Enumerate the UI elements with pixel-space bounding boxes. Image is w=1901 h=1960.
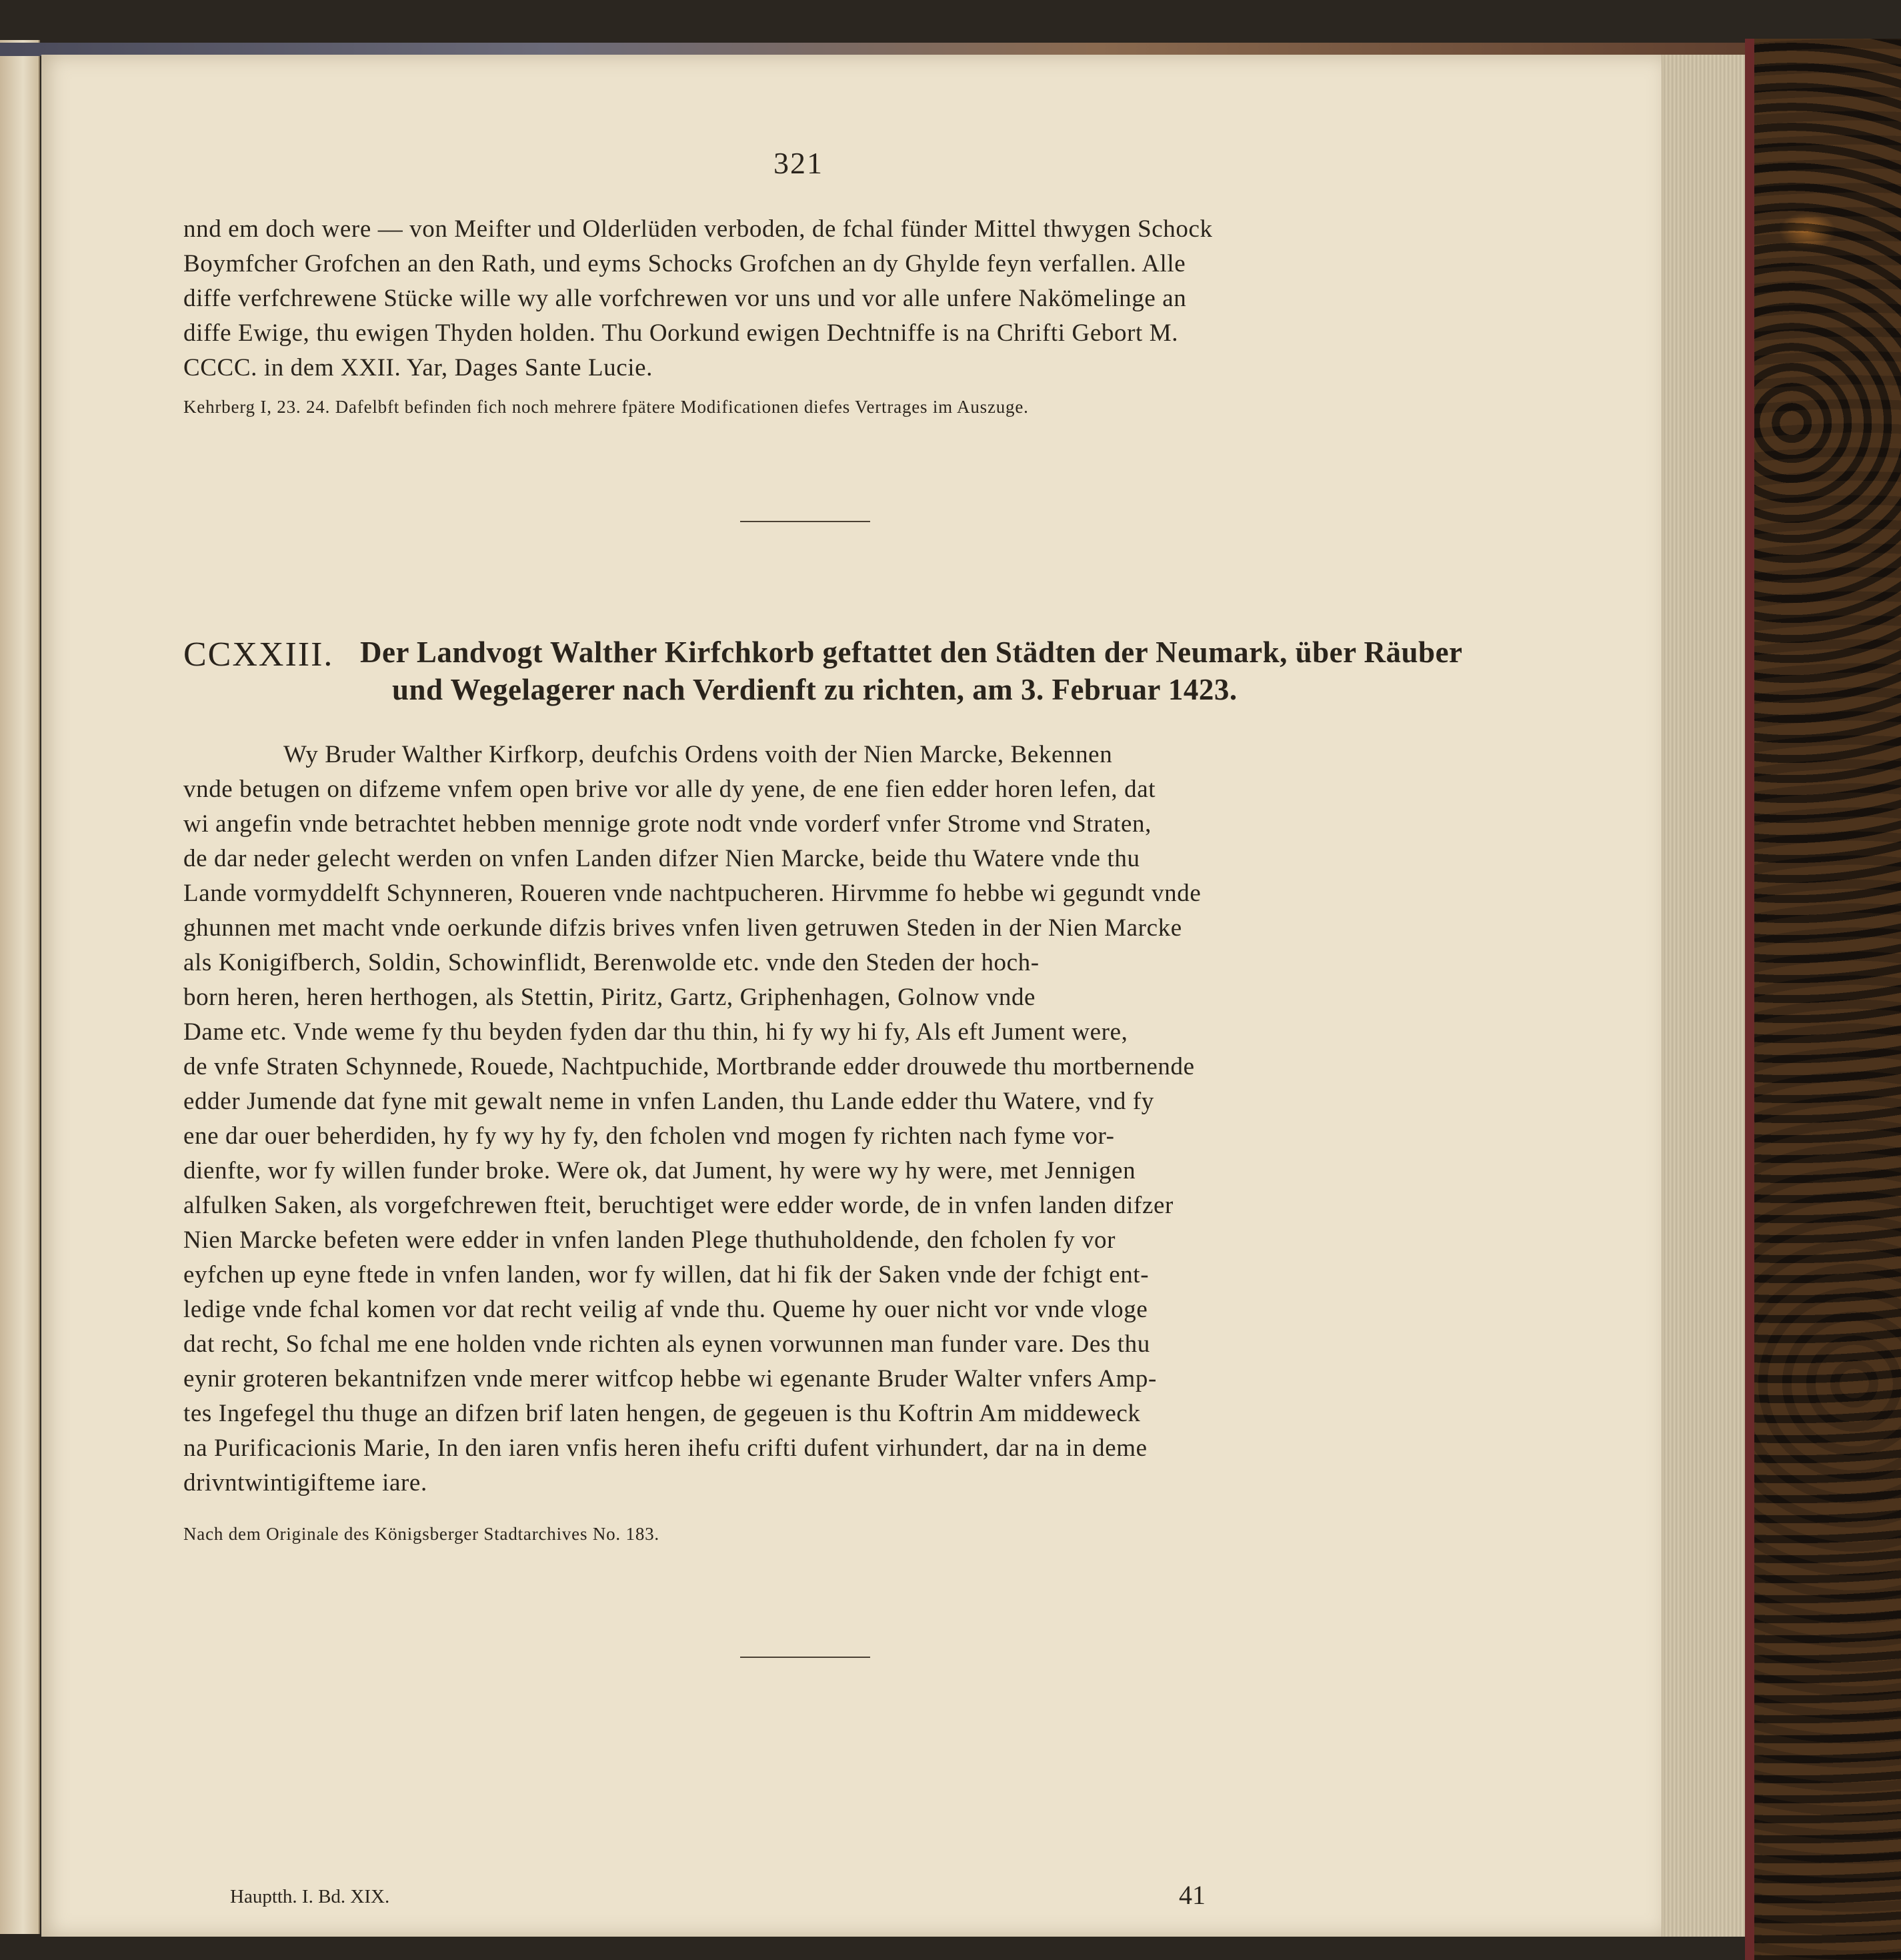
body-line: de dar neder gelecht werden on vnfen Landen difzer Nien Marcke, beide thu Watere vnde thu [183, 845, 1140, 872]
body-line: wi angefin vnde betrachtet hebben mennige grote nodt vnde vorderf vnfer Strome vnd Straten, [183, 810, 1152, 838]
document-heading-line: und Wegelagerer nach Verdienft zu richten, am 3. Februar 1423. [392, 673, 1238, 706]
body-line: dat recht, So fchal me ene holden vnde richten als eynen vorwunnen man funder vare. Des thu [183, 1330, 1150, 1358]
footer-signature: Hauptth. I. Bd. XIX. [230, 1886, 390, 1907]
left-page-edge [0, 40, 40, 1934]
cover-spine [1745, 39, 1754, 1960]
body-line: eyfchen up eyne ftede in vnfen landen, wor fy willen, dat hi fik der Saken vnde der fchigt ent- [183, 1261, 1150, 1288]
document-heading-line: Der Landvogt Walther Kirfchkorb geftattet den Städten der Neumark, über Räuber [360, 636, 1463, 669]
body-line: dienfte, wor fy willen funder broke. Were ok, dat Jument, hy were wy hy were, met Jennigen [183, 1157, 1136, 1184]
body-line: Lande vormyddelft Schynneren, Roueren vnde nachtpucheren. Hirvmme fo hebbe wi gegundt vnde [183, 880, 1202, 907]
source-note: Kehrberg I, 23. 24. Dafelbft befinden fich noch mehrere fpätere Modificationen diefes Vertrages im Auszuge. [183, 397, 1029, 417]
body-line: ghunnen met macht vnde oerkunde difzis brives vnfen liven getruwen Steden in der Nien Marcke [183, 914, 1182, 942]
body-line: drivntwintigifteme iare. [183, 1469, 427, 1497]
body-line: tes Ingefegel thu thuge an difzen brif laten hengen, de gegeuen is thu Koftrin Am middeweck [183, 1400, 1141, 1427]
continuation-line: diffe Ewige, thu ewigen Thyden holden. Thu Oorkund ewigen Dechtniffe is na Chrifti Gebort M. [183, 319, 1179, 347]
continuation-line: Boymfcher Grofchen an den Rath, und eyms Schocks Grofchen an dy Ghylde feyn verfallen. Alle [183, 250, 1186, 277]
continuation-line: diffe verfchrewene Stücke wille wy alle vorfchrewen vor uns und vor alle unfere Nakömelinge an [183, 285, 1187, 312]
page-edges [1662, 55, 1746, 1937]
document-number: CCXXIII. [183, 636, 334, 674]
page-number: 321 [773, 146, 823, 180]
binding-strip [0, 43, 1827, 56]
body-line: Dame etc. Vnde weme fy thu beyden fyden dar thu thin, hi fy wy hi fy, Als eft Jument were, [183, 1018, 1128, 1046]
body-line: Wy Bruder Walther Kirfkorp, deufchis Ordens voith der Nien Marcke, Bekennen [283, 741, 1113, 768]
body-line: alfulken Saken, als vorgefchrewen fteit, beruchtiget were edder worde, de in vnfen landen difzer [183, 1192, 1174, 1219]
marbled-cover [1745, 39, 1901, 1960]
section-divider [740, 1657, 870, 1658]
footer-sheet-number: 41 [1179, 1880, 1206, 1910]
body-line: eynir groteren bekantnifzen vnde merer witfcop hebbe wi egenante Bruder Walter vnfers Amp- [183, 1365, 1157, 1392]
body-line: ene dar ouer beherdiden, hy fy wy hy fy, den fcholen vnd mogen fy richten nach fyme vor- [183, 1122, 1115, 1150]
continuation-line: CCCC. in dem XXII. Yar, Dages Sante Lucie. [183, 354, 653, 381]
body-line: de vnfe Straten Schynnede, Rouede, Nachtpuchide, Mortbrande edder drouwede thu mortbernende [183, 1053, 1195, 1080]
section-divider [740, 521, 870, 522]
source-note: Nach dem Originale des Königsberger Stadtarchives No. 183. [183, 1524, 659, 1544]
body-line: na Purificacionis Marie, In den iaren vnfis heren ihefu crifti dufent virhundert, dar na in deme [183, 1434, 1148, 1462]
body-line: vnde betugen on difzeme vnfem open brive vor alle dy yene, de ene fien edder horen lefen, dat [183, 776, 1156, 803]
body-line: born heren, heren herthogen, als Stettin, Piritz, Gartz, Griphenhagen, Golnow vnde [183, 984, 1036, 1011]
body-line: ledige vnde fchal komen vor dat recht veilig af vnde thu. Queme hy ouer nicht vor vnde vloge [183, 1296, 1148, 1323]
body-line: als Konigifberch, Soldin, Schowinflidt, Berenwolde etc. vnde den Steden der hoch- [183, 949, 1040, 976]
body-line: Nien Marcke befeten were edder in vnfen landen Plege thuthuholdende, den fcholen fy vor [183, 1226, 1116, 1254]
body-line: edder Jumende dat fyne mit gewalt neme in vnfen Landen, thu Lande edder thu Watere, vnd fy [183, 1088, 1154, 1115]
continuation-line: nnd em doch were — von Meifter und Olderlüden verboden, de fchal fünder Mittel thwygen Schock [183, 215, 1213, 243]
